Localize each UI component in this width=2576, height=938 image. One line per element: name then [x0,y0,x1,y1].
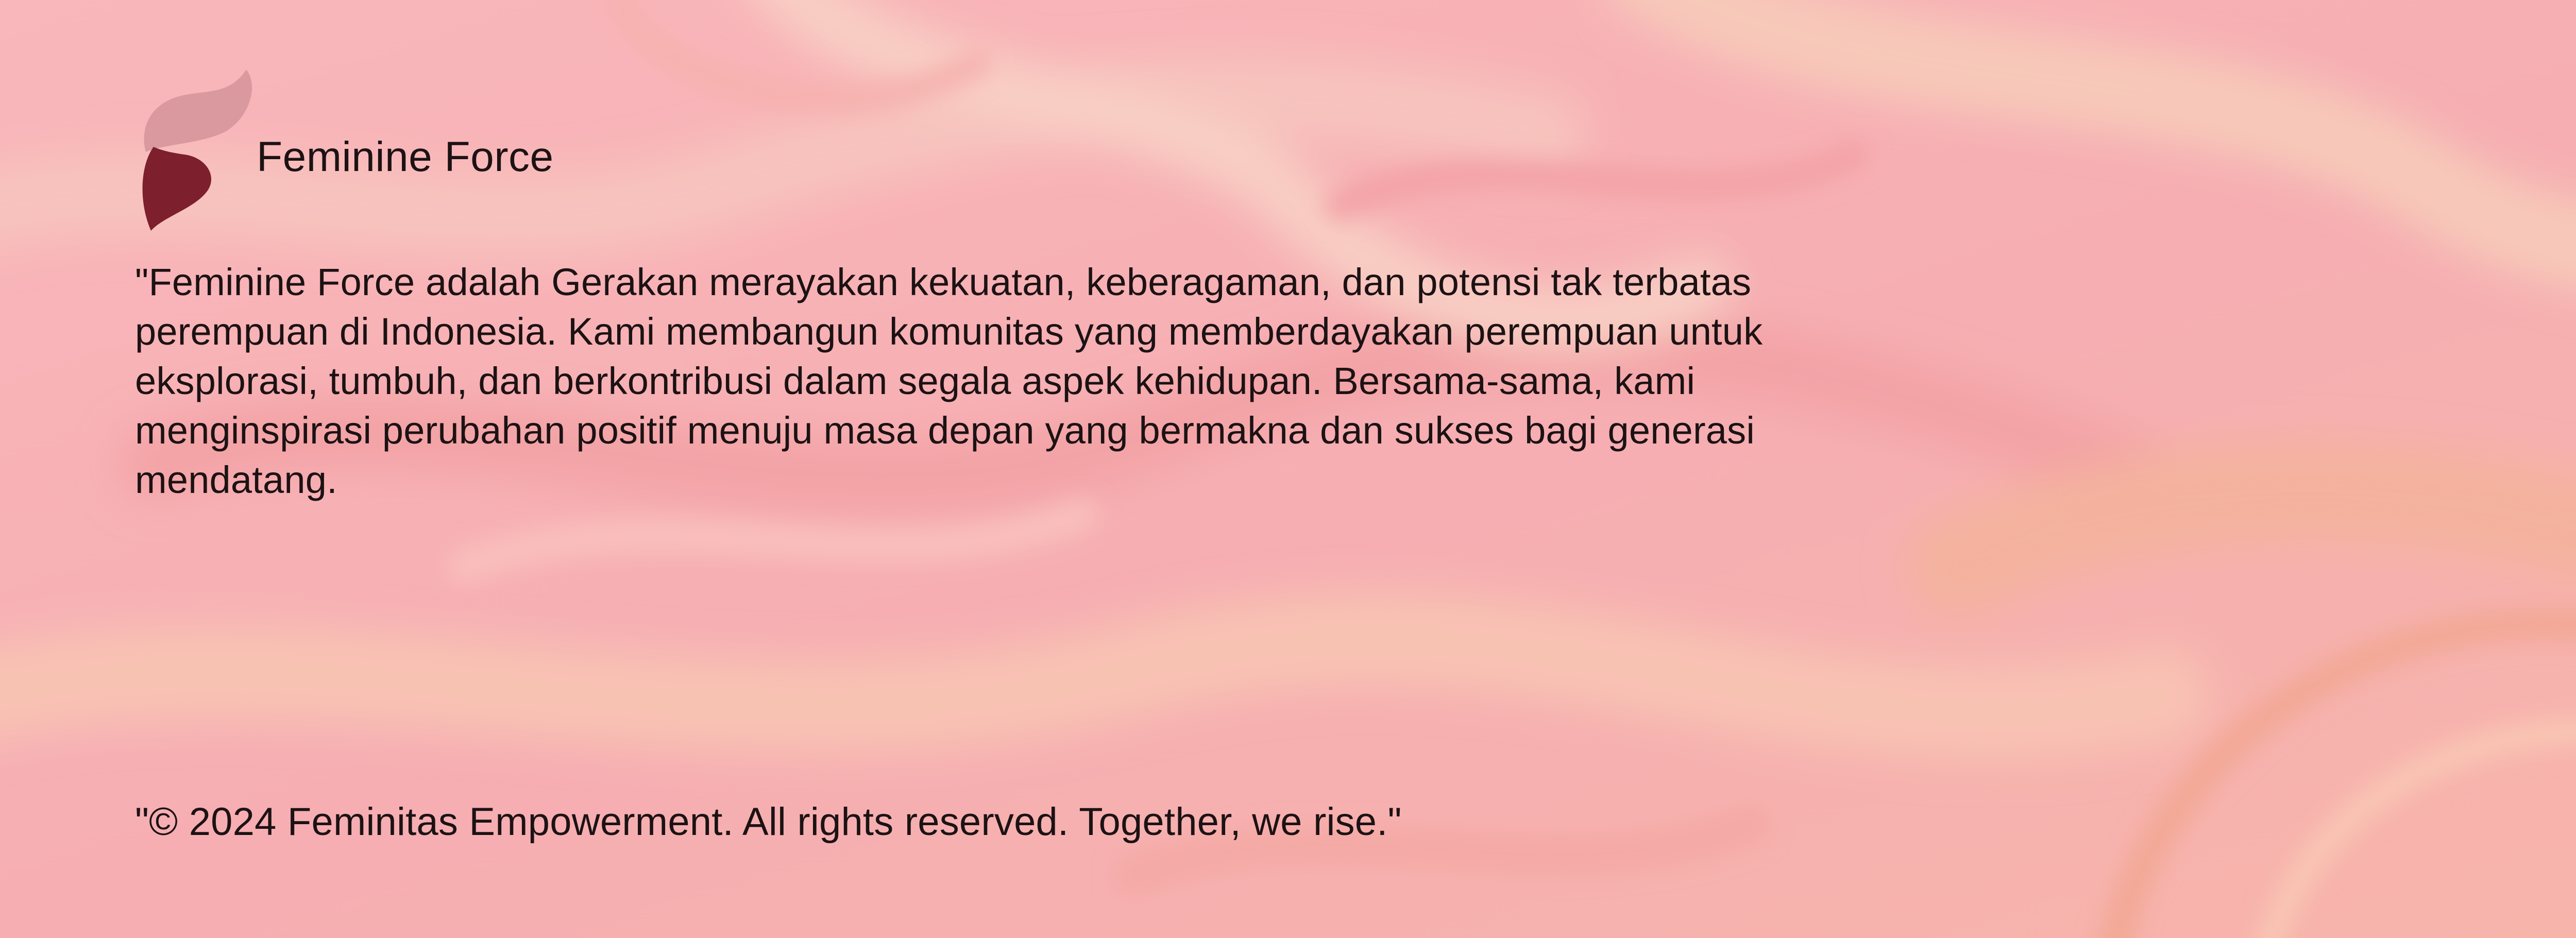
mission-statement: "Feminine Force adalah Gerakan merayakan kekuatan, keberagaman, dan potensi tak terbatas perempuan di Indonesia. Kami membangun komunitas yang memberdayakan perempuan untuk eksplorasi, tumbuh, dan berkontribusi dalam segala aspek kehidupan. Bersama-sama, kami menginspirasi perubahan positif menuju masa depan yang bermakna dan sukses bagi generasi mendatang. [135,261,1763,501]
brand-name: Feminine Force [257,133,554,180]
copyright-text: "© 2024 Feminitas Empowerment. All rights reserved. Together, we rise." [135,800,1402,844]
brand[interactable] [133,67,554,237]
flame-drop-logo-icon [133,67,257,237]
